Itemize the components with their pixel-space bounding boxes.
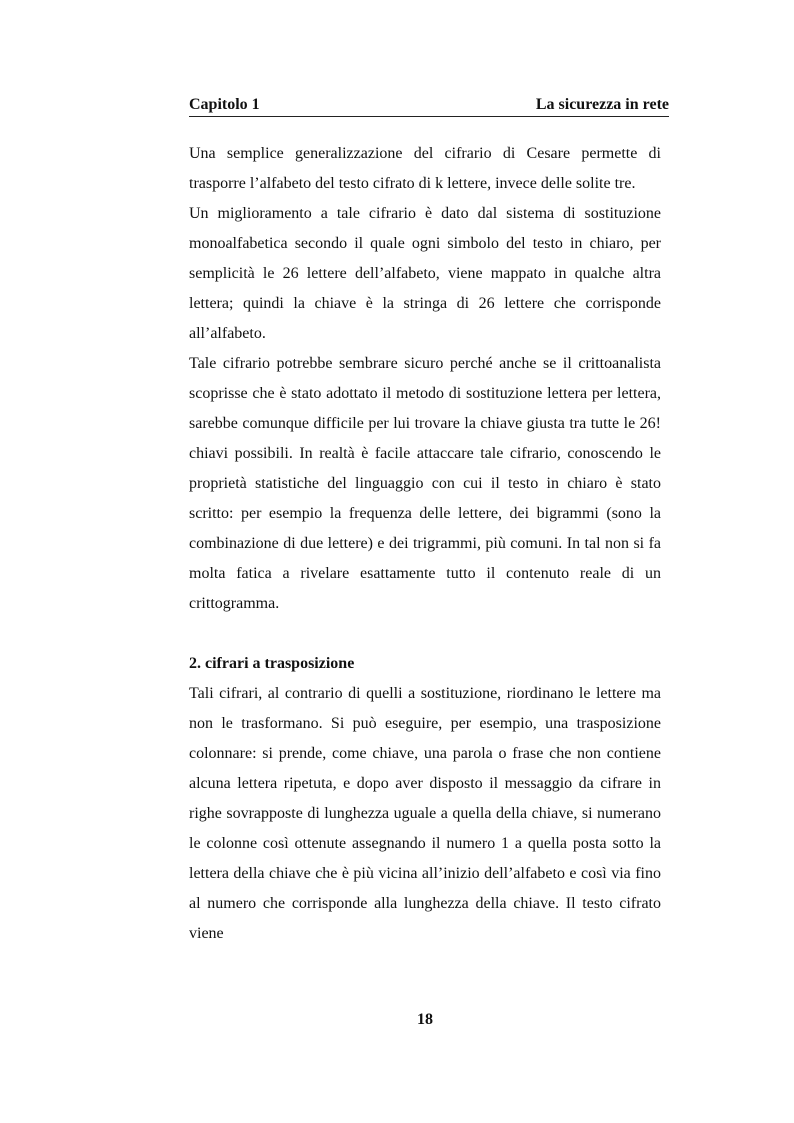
page-body [189,139,661,949]
running-header [189,94,669,117]
section-heading: 2. cifrari a trasposizione [189,655,355,672]
section-label: La sicurezza in rete [535,96,669,113]
paragraph: Una semplice generalizzazione del cifrario di Cesare permette di trasporre l’alfabeto del testo cifrato di k lettere, invece delle solite tre. [189,145,661,192]
chapter-label: Capitolo 1 [189,96,260,113]
paragraph: Un miglioramento a tale cifrario è dato dal sistema di sostituzione monoalfabetica secondo il quale ogni simbolo del testo in chiaro, per semplicità le 26 lettere dell’alfabeto, viene mappato in qualche altra lettera; quindi la chiave è la stringa di 26 lettere che corrisponde all’alfabeto. [189,205,661,342]
paragraph: Tale cifrario potrebbe sembrare sicuro perché anche se il crittoanalista scoprisse che è stato adottato il metodo di sostituzione lettera per lettera, sarebbe comunque difficile per lui trovare la chiave giusta tra tutte le 26! chiavi possibili. In realtà è facile attaccare tale cifrario, conoscendo le proprietà statistiche del linguaggio con cui il testo in chiaro è stato scritto: per esempio la frequenza delle lettere, dei bigrammi (sono la combinazione di due lettere) e dei trigrammi, più comuni. In tal non si fa molta fatica a rivelare esattamente tutto il contenuto reale di un crittogramma. [189,355,661,612]
paragraph: Tali cifrari, al contrario di quelli a sostituzione, riordinano le lettere ma non le trasformano. Si può eseguire, per esempio, una trasposizione colonnare: si prende, come chiave, una parola o frase che non contiene alcuna lettera ripetuta, e dopo aver disposto il messaggio da cifrare in righe sovrapposte di lunghezza uguale a quella della chiave, si numerano le colonne così ottenute assegnando il numero 1 a quella posta sotto la lettera della chiave che è più vicina all’inizio dell’alfabeto e così via fino al numero che corrisponde alla lunghezza della chiave. Il testo cifrato viene [189,685,661,942]
page-number: 18 [417,1011,433,1028]
